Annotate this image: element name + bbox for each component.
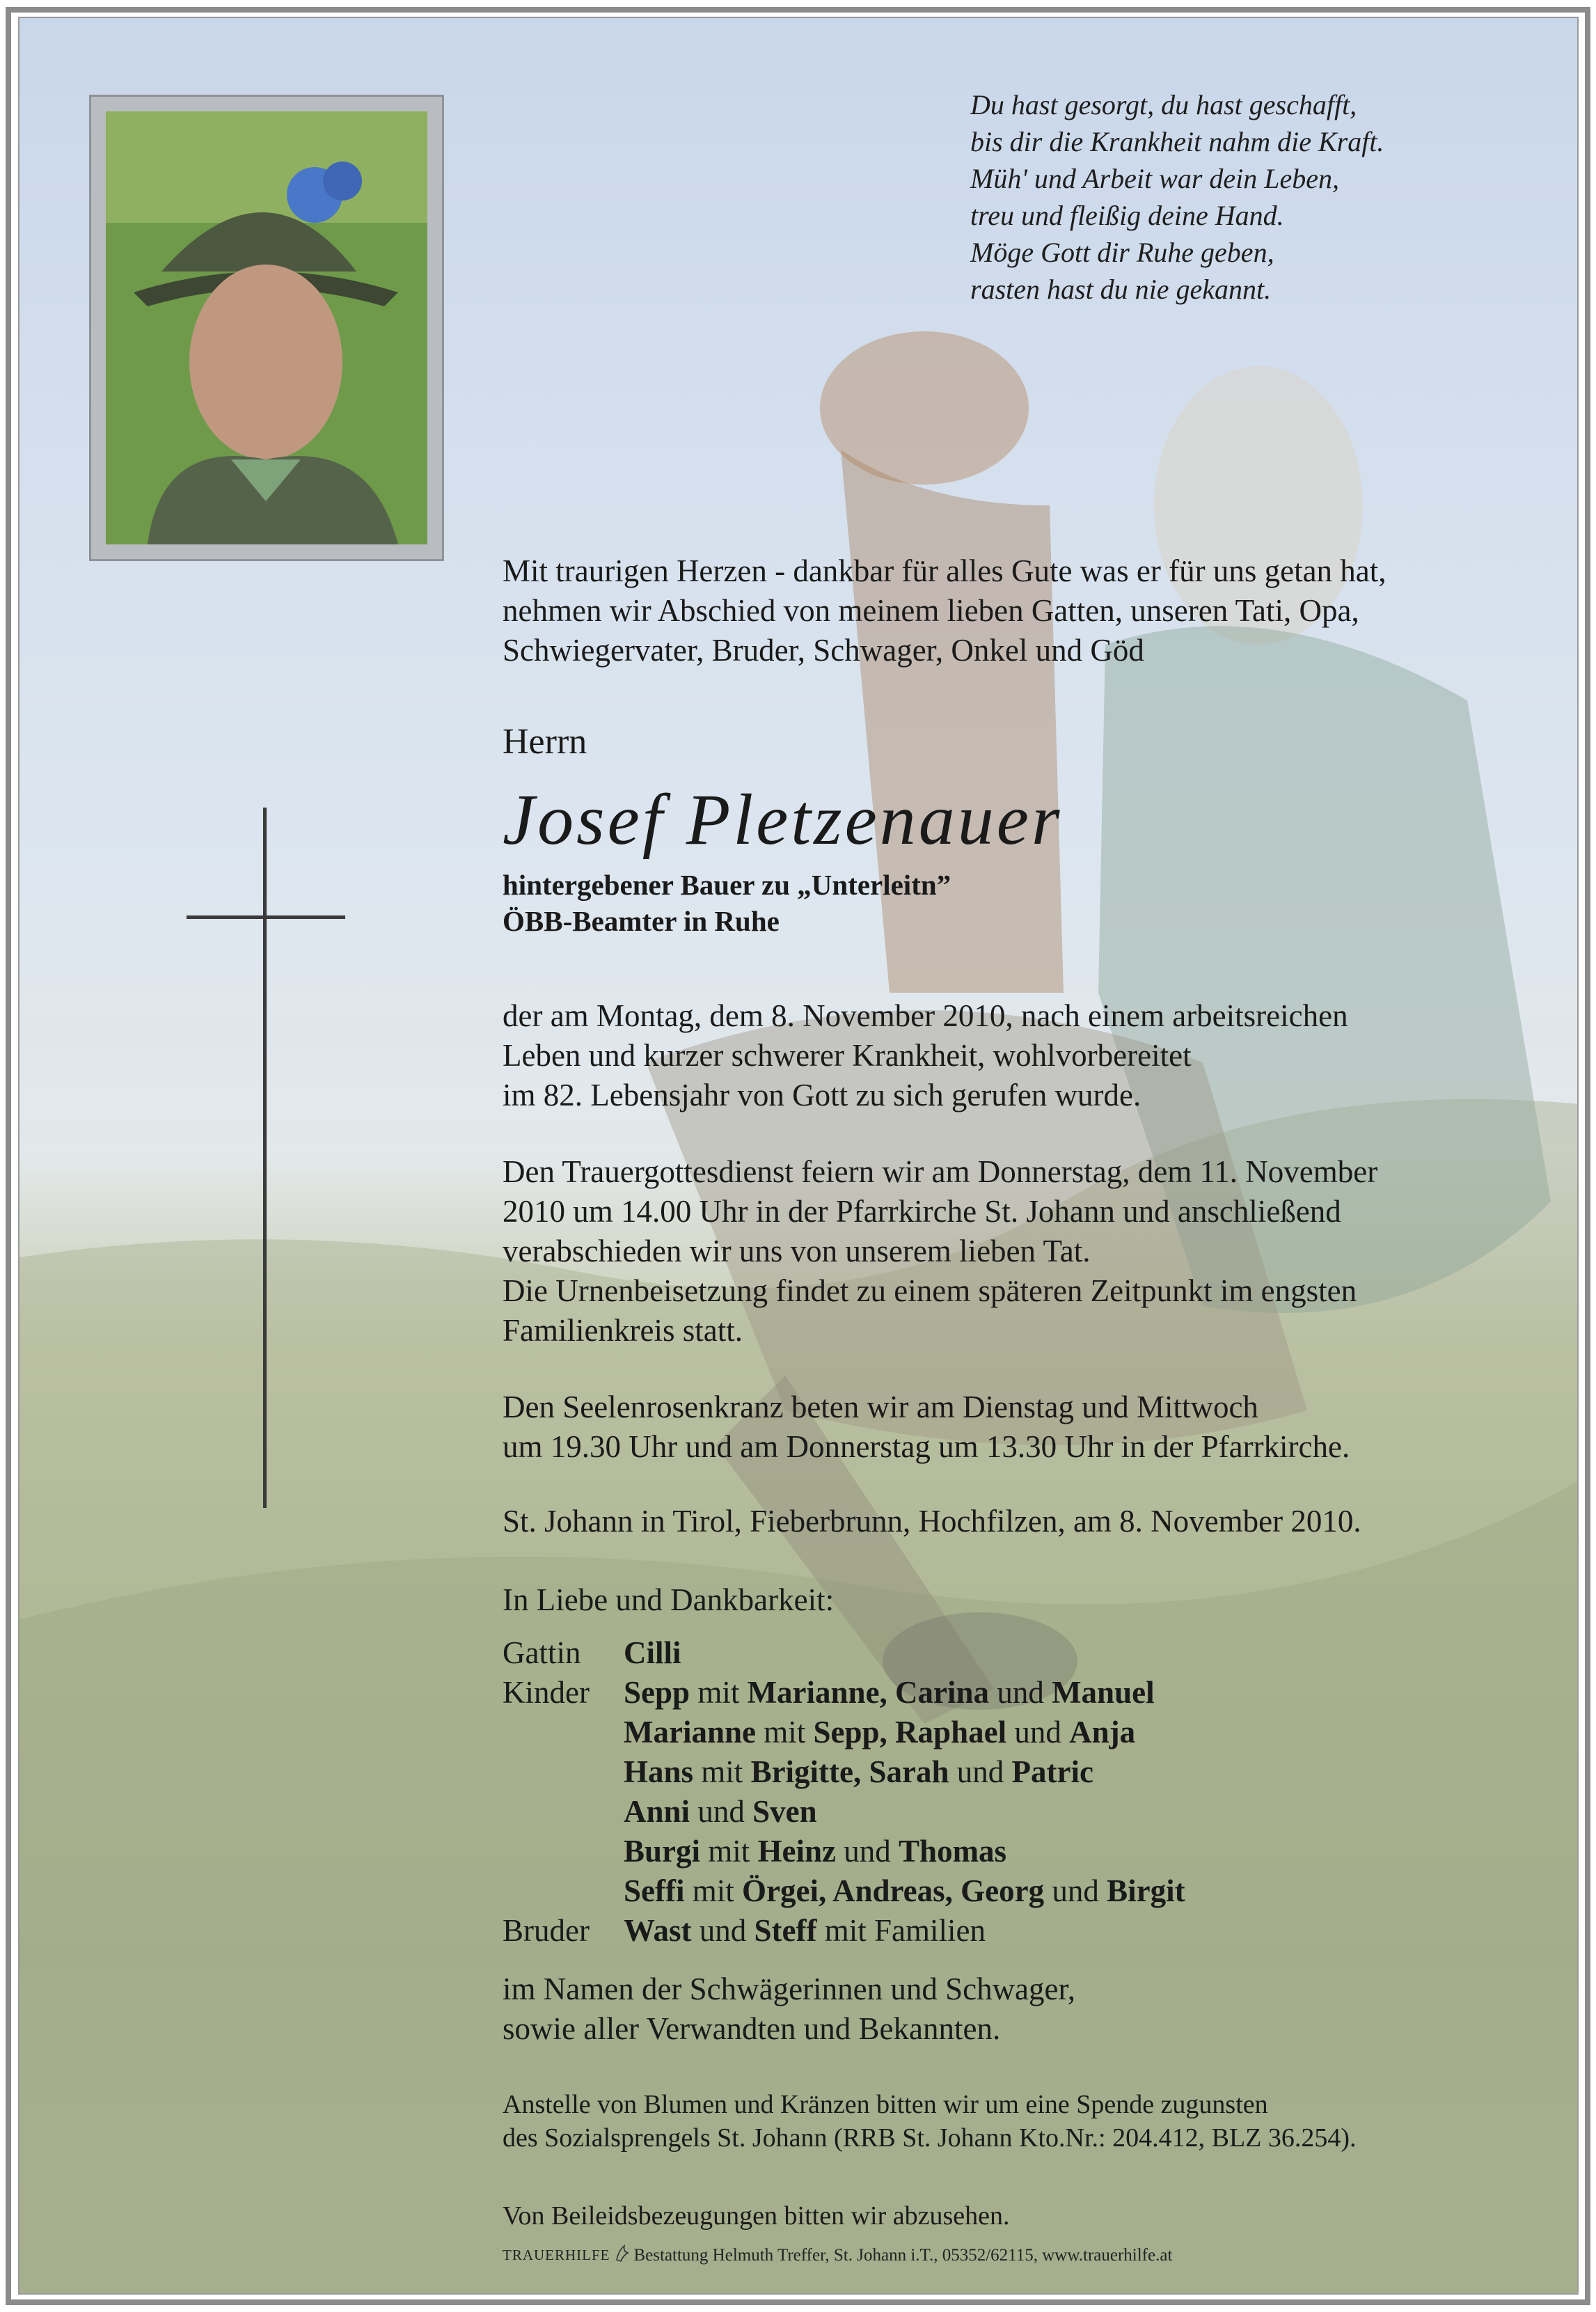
family-name: Birgit <box>1107 1873 1185 1908</box>
notice-line: Leben und kurzer schwerer Krankheit, wohlvorbereitet <box>503 1038 1192 1073</box>
family-row <box>503 1673 1185 1713</box>
intro-line: Schwiegervater, Bruder, Schwager, Onkel und Göd <box>503 633 1144 668</box>
family-name: Thomas <box>899 1834 1007 1869</box>
notice-line: der am Montag, dem 8. November 2010, nach einem arbeitsreichen <box>503 998 1348 1033</box>
rosary-info <box>503 1387 1350 1467</box>
footer-text: Bestattung Helmuth Treffer, St. Johann i.T., 05352/62115, www.trauerhilfe.at <box>633 2245 1173 2265</box>
family-list <box>503 1633 1185 1951</box>
connector: mit <box>692 1873 734 1908</box>
relation-label: Gattin <box>503 1635 581 1670</box>
connector: mit <box>697 1675 740 1710</box>
relatives-line: sowie aller Verwandten und Bekannten. <box>503 2011 1001 2046</box>
relation-spacer <box>503 1832 624 1871</box>
relation-label: Bruder <box>503 1913 590 1948</box>
poem-line: Müh' und Arbeit war dein Leben, <box>970 163 1339 194</box>
poem-line: Du hast gesorgt, du hast geschafft, <box>970 89 1357 120</box>
poem-line: bis dir die Krankheit nahm die Kraft. <box>970 126 1384 157</box>
relation-spacer <box>503 1792 624 1832</box>
family-name: Patric <box>1011 1754 1093 1789</box>
service-line: Den Trauergottesdienst feiern wir am Donnerstag, dem 11. November <box>503 1154 1378 1189</box>
intro-line: Mit traurigen Herzen - dankbar für alles Gute was er für uns getan hat, <box>503 553 1386 588</box>
connector: mit Familien <box>824 1913 986 1948</box>
family-name: Burgi <box>624 1834 701 1869</box>
relation-spacer <box>503 1871 624 1911</box>
connector: und <box>1052 1873 1099 1908</box>
family-name: Brigitte, Sarah <box>750 1754 949 1789</box>
intro-line: nehmen wir Abschied von meinem lieben Gatten, unseren Tati, Opa, <box>503 593 1359 628</box>
connector: mit <box>764 1715 806 1749</box>
portrait-photo <box>106 111 427 544</box>
rosary-line: um 19.30 Uhr und am Donnerstag um 13.30 Uhr in der Pfarrkirche. <box>503 1429 1350 1464</box>
family-row <box>503 1911 1185 1951</box>
cross-icon <box>263 808 267 1508</box>
service-line: Familienkreis statt. <box>503 1313 743 1348</box>
cross-icon-bar <box>187 915 345 919</box>
deceased-titles <box>503 867 951 939</box>
title-line: hintergebener Bauer zu „Unterleitn” <box>503 869 951 901</box>
deceased-name: Josef Pletzenauer <box>503 780 1063 860</box>
service-line: Die Urnenbeisetzung findet zu einem späteren Zeitpunkt im engsten <box>503 1273 1357 1308</box>
donation-text <box>503 2088 1357 2155</box>
family-name: Örgei, Andreas, Georg <box>742 1873 1045 1908</box>
connector: und <box>1014 1715 1061 1749</box>
relation-label: Kinder <box>503 1675 590 1710</box>
family-name: Manuel <box>1052 1675 1155 1710</box>
footer <box>503 2243 1172 2267</box>
family-name: Hans <box>624 1754 694 1789</box>
family-name: Sepp, Raphael <box>813 1715 1007 1749</box>
service-info <box>503 1152 1377 1351</box>
notice-line: im 82. Lebensjahr von Gott zu sich gerufen wurde. <box>503 1078 1141 1112</box>
rosary-line: Den Seelenrosenkranz beten wir am Dienstag und Mittwoch <box>503 1390 1258 1424</box>
death-notice <box>503 996 1348 1115</box>
intro-text <box>503 551 1386 670</box>
family-name: Steff <box>754 1913 817 1948</box>
family-row <box>503 1713 1185 1752</box>
poem-line: Möge Gott dir Ruhe geben, <box>970 237 1274 268</box>
connector: mit <box>708 1834 750 1869</box>
service-line: 2010 um 14.00 Uhr in der Pfarrkirche St. Johann und anschließend <box>503 1194 1341 1229</box>
connector: mit <box>701 1754 743 1789</box>
family-row <box>503 1633 1185 1673</box>
salutation: Herrn <box>503 722 587 762</box>
dove-icon <box>615 2243 630 2267</box>
gratitude-line: In Liebe und Dankbarkeit: <box>503 1582 835 1617</box>
family-row <box>503 1752 1185 1792</box>
title-line: ÖBB-Beamter in Ruhe <box>503 905 780 937</box>
family-name: Sepp <box>624 1675 690 1710</box>
connector: und <box>697 1794 745 1829</box>
donation-line: des Sozialsprengels St. Johann (RRB St. Johann Kto.Nr.: 204.412, BLZ 36.254). <box>503 2123 1357 2153</box>
family-name: Anni <box>624 1794 690 1829</box>
family-name: Marianne <box>624 1715 756 1749</box>
service-line: verabschieden wir uns von unserem lieben Tat. <box>503 1234 1091 1268</box>
relatives-text <box>503 1969 1075 2049</box>
family-name: Anja <box>1069 1715 1136 1749</box>
family-row <box>503 1871 1185 1911</box>
family-row <box>503 1832 1185 1871</box>
relatives-line: im Namen der Schwägerinnen und Schwager, <box>503 1972 1075 2006</box>
footer-brand: TRAUERHILFE <box>503 2247 610 2263</box>
connector: und <box>956 1754 1004 1789</box>
poem-line: rasten hast du nie gekannt. <box>970 274 1272 305</box>
place-date: St. Johann in Tirol, Fieberbrunn, Hochfilzen, am 8. November 2010. <box>503 1504 1361 1539</box>
family-row <box>503 1792 1185 1832</box>
family-name: Marianne, Carina <box>747 1675 990 1710</box>
donation-line: Anstelle von Blumen und Kränzen bitten wir um eine Spende zugunsten <box>503 2090 1268 2119</box>
family-name: Heinz <box>757 1834 837 1869</box>
poem <box>970 86 1513 308</box>
relation-spacer <box>503 1713 624 1752</box>
connector: und <box>844 1834 891 1869</box>
family-name: Seffi <box>624 1873 685 1908</box>
condolence-note: Von Beileidsbezeugungen bitten wir abzusehen. <box>503 2201 1010 2231</box>
family-name: Sven <box>752 1794 817 1829</box>
connector: und <box>997 1675 1044 1710</box>
family-name: Cilli <box>624 1635 681 1670</box>
family-name: Wast <box>624 1913 692 1948</box>
poem-line: treu und fleißig deine Hand. <box>970 200 1284 231</box>
connector: und <box>699 1913 747 1948</box>
relation-spacer <box>503 1752 624 1792</box>
